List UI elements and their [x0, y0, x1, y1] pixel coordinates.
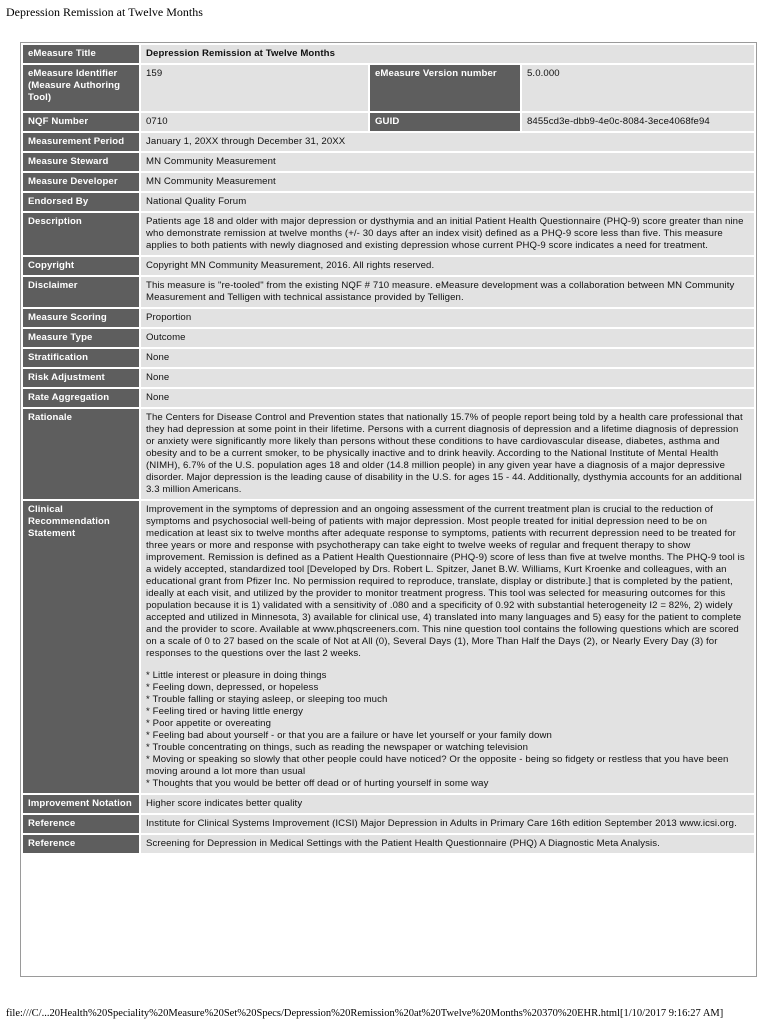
row-nqf — [23, 113, 754, 131]
label-endorsed-by: Endorsed By — [23, 193, 139, 211]
label-rate-aggregation: Rate Aggregation — [23, 389, 139, 407]
list-item: * Feeling bad about yourself - or that you are a failure or have let yourself or your family down — [146, 730, 749, 742]
row-description — [23, 213, 754, 255]
phq9-question-list — [146, 670, 749, 790]
value-measure-scoring: Proportion — [141, 309, 754, 327]
measure-spec-sheet[interactable] — [20, 42, 757, 977]
row-developer — [23, 173, 754, 191]
label-reference: Reference — [23, 835, 139, 853]
label-stratification: Stratification — [23, 349, 139, 367]
value-description: Patients age 18 and older with major depression or dysthymia and an initial Patient Health Questionnaire (PHQ-9) score greater than nine who demonstrate remission at twelve months (+/- 30 days after an index visit) defined as a PHQ-9 score less than five. This measure applies to both patients with newly diagnosed and existing depression whose current PHQ-9 score indicates a need for treatment. — [141, 213, 754, 255]
value-stratification: None — [141, 349, 754, 367]
value-reference: Institute for Clinical Systems Improvement (ICSI) Major Depression in Adults in Primary Care 16th edition September 2013 www.icsi.org. — [141, 815, 754, 833]
label-guid: GUID — [370, 113, 520, 131]
list-item: * Poor appetite or overeating — [146, 718, 749, 730]
label-measure-type: Measure Type — [23, 329, 139, 347]
list-item: * Trouble concentrating on things, such as reading the newspaper or watching television — [146, 742, 749, 754]
label-risk-adjustment: Risk Adjustment — [23, 369, 139, 387]
label-improvement-notation: Improvement Notation — [23, 795, 139, 813]
label-emeasure-version: eMeasure Version number — [370, 65, 520, 111]
value-emeasure-version: 5.0.000 — [522, 65, 754, 111]
label-emeasure-title: eMeasure Title — [23, 45, 139, 63]
row-rationale — [23, 409, 754, 499]
row-steward — [23, 153, 754, 171]
row-aggregation — [23, 389, 754, 407]
value-clinical-recommendation — [141, 501, 754, 793]
value-reference: Screening for Depression in Medical Settings with the Patient Health Questionnaire (PHQ) A Diagnostic Meta Analysis. — [141, 835, 754, 853]
value-measurement-period: January 1, 20XX through December 31, 20XX — [141, 133, 754, 151]
footer-file-url: file:///C/...20Health%20Speciality%20Measure%20Set%20Specs/Depression%20Remission%20at%20Twelve%20Months%20370%20EHR.html[1/10/2017 9:16:27 AM] — [6, 1008, 724, 1019]
label-measure-steward: Measure Steward — [23, 153, 139, 171]
label-disclaimer: Disclaimer — [23, 277, 139, 307]
list-item: * Thoughts that you would be better off dead or of hurting yourself in some way — [146, 778, 749, 790]
row-copyright — [23, 257, 754, 275]
value-emeasure-identifier: 159 — [141, 65, 368, 111]
label-measure-scoring: Measure Scoring — [23, 309, 139, 327]
row-period — [23, 133, 754, 151]
value-rationale: The Centers for Disease Control and Prevention states that nationally 15.7% of people report being told by a health care professional that they had depression at some point in their lifetime. Persons with a current diagnosis of depression and a lifetime diagnosis of depression or anxiety were significantly more likely than persons without these conditions to have cardiovascular disease, diabetes, asthma and obesity and to be a current smoker, to be physically inactive and to drink heavily. According to the National Institute of Mental Health (NIMH), 6.7% of the U.S. population ages 18 and older (14.8 million people) in any given year have a diagnosis of a major depressive disorder. Major depression is the leading cause of disability in the U.S. for ages 15 - 44. Additionally, dysthymia accounts for an additional 3.3 million Americans. — [141, 409, 754, 499]
value-measure-steward: MN Community Measurement — [141, 153, 754, 171]
measure-spec-table — [21, 43, 756, 855]
row-clinical-recommendation — [23, 501, 754, 793]
value-disclaimer: This measure is "re-tooled" from the existing NQF # 710 measure. eMeasure development was a collaboration between MN Community Measurement and Telligen with technical assistance provided by Telligen. — [141, 277, 754, 307]
list-item: * Feeling down, depressed, or hopeless — [146, 682, 749, 694]
row-reference-1 — [23, 815, 754, 833]
row-improvement — [23, 795, 754, 813]
list-item: * Moving or speaking so slowly that other people could have noticed? Or the opposite - being so fidgety or restless that you have been moving around a lot more than usual — [146, 754, 749, 778]
label-rationale: Rationale — [23, 409, 139, 499]
row-identifier — [23, 65, 754, 111]
list-item: * Trouble falling or staying asleep, or sleeping too much — [146, 694, 749, 706]
value-endorsed-by: National Quality Forum — [141, 193, 754, 211]
row-disclaimer — [23, 277, 754, 307]
value-copyright: Copyright MN Community Measurement, 2016. All rights reserved. — [141, 257, 754, 275]
value-rate-aggregation: None — [141, 389, 754, 407]
list-item: * Little interest or pleasure in doing things — [146, 670, 749, 682]
value-risk-adjustment: None — [141, 369, 754, 387]
label-nqf-number: NQF Number — [23, 113, 139, 131]
clinical-recommendation-text: Improvement in the symptoms of depression and an ongoing assessment of the current treatment plan is crucial to the reduction of symptoms and psychosocial well-being of patients with major depression. Most people treated for initial depression need to be on medication at least six to twelve months after adequate response to symptoms, patients with recurrent depression need to be treated for three years or more and response with psychotherapy can take eight to twelve weeks of regular and frequent therapy to show improvement. Remission is defined as a Patient Health Questionnaire (PHQ-9) score of less than five at twelve months. The PHQ-9 tool is a widely accepted, standardized tool [Developed by Drs. Robert L. Spitzer, Janet B.W. Williams, Kurt Kroenke and colleagues, with an educational grant from Pfizer Inc. No permission required to reproduce, translate, display or distribute.] that is completed by the patient, ideally at each visit, and utilized by the provider to monitor treatment progress. This tool was selected for measuring outcomes for this population because it is 1) validated with a sensitivity of .080 and a specificity of 0.92 with substantial heterogeneity I2 = 82%, 2) widely accepted and utilized in Minnesota, 3) available for clinical use, 4) translated into many languages and 5) easy for the patient to complete and the provider to score. Available at www.phqscreeners.com. This nine question tool contains the following questions which are scored on a scale of 0 to 27 based on the scale of Not at All (0), Several Days (1), More Than Half the Days (2), or Nearly Every Day (3) for responses to the questions over the last 2 weeks. — [146, 504, 745, 659]
value-guid: 8455cd3e-dbb9-4e0c-8084-3ece4068fe94 — [522, 113, 754, 131]
label-reference: Reference — [23, 815, 139, 833]
label-emeasure-identifier: eMeasure Identifier (Measure Authoring Tool) — [23, 65, 139, 111]
label-clinical-recommendation: Clinical Recommendation Statement — [23, 501, 139, 793]
label-copyright: Copyright — [23, 257, 139, 275]
label-measure-developer: Measure Developer — [23, 173, 139, 191]
row-type — [23, 329, 754, 347]
row-title — [23, 45, 754, 63]
label-description: Description — [23, 213, 139, 255]
value-measure-developer: MN Community Measurement — [141, 173, 754, 191]
row-endorsed — [23, 193, 754, 211]
row-stratification — [23, 349, 754, 367]
page-title: Depression Remission at Twelve Months — [6, 5, 203, 19]
row-reference-2 — [23, 835, 754, 853]
value-measure-type: Outcome — [141, 329, 754, 347]
row-risk — [23, 369, 754, 387]
value-improvement-notation: Higher score indicates better quality — [141, 795, 754, 813]
list-item: * Feeling tired or having little energy — [146, 706, 749, 718]
value-nqf-number: 0710 — [141, 113, 368, 131]
value-emeasure-title: Depression Remission at Twelve Months — [141, 45, 754, 63]
label-measurement-period: Measurement Period — [23, 133, 139, 151]
row-scoring — [23, 309, 754, 327]
